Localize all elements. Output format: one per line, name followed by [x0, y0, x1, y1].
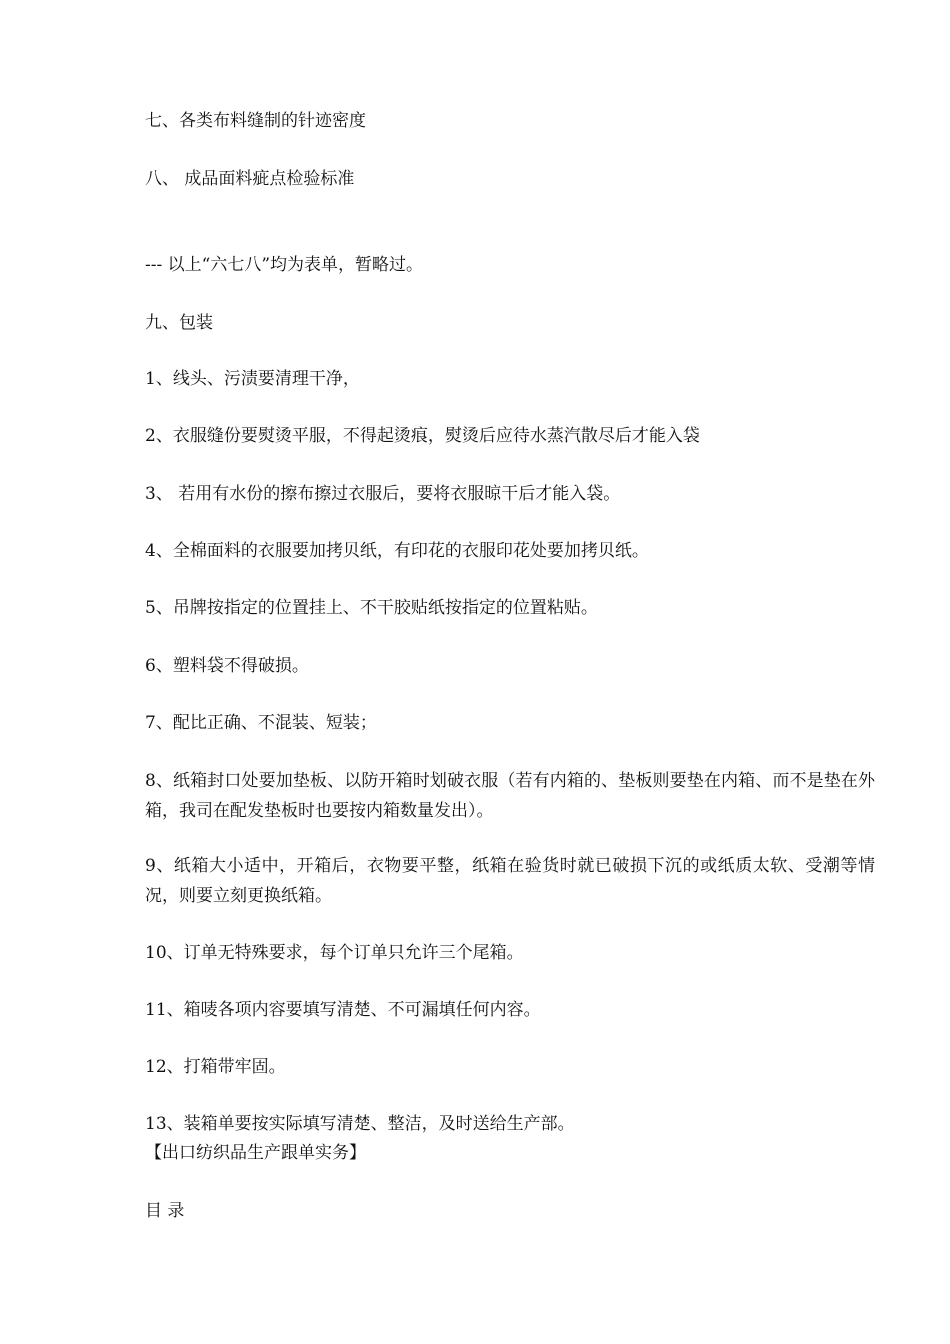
list-item: 2、衣服缝份要熨烫平服，不得起烫痕，熨烫后应待水蒸汽散尽后才能入袋	[145, 426, 700, 446]
list-item: 6、塑料袋不得破损。	[145, 656, 309, 676]
list-item: 5、吊牌按指定的位置挂上、不干胶贴纸按指定的位置粘贴。	[145, 598, 598, 618]
heading-seven: 七、各类布料缝制的针迹密度	[145, 111, 366, 131]
note-text: --- 以上“六七八”均为表单，暂略过。	[145, 255, 424, 275]
list-item: 10、订单无特殊要求，每个订单只允许三个尾箱。	[145, 943, 524, 963]
list-item: 9、纸箱大小适中，开箱后，衣物要平整，纸箱在验货时就已破损下沉的或纸质太软、受潮等情况，则要立刻更换纸箱。	[145, 856, 875, 906]
toc-heading: 目 录	[145, 1201, 185, 1221]
list-item: 12、打箱带牢固。	[145, 1057, 286, 1077]
list-item: 13、装箱单要按实际填写清楚、整洁，及时送给生产部。	[145, 1114, 575, 1134]
list-item: 3、 若用有水份的擦布擦过衣服后，要将衣服晾干后才能入袋。	[145, 484, 621, 504]
list-item: 8、纸箱封口处要加垫板、以防开箱时划破衣服（若有内箱的、垫板则要垫在内箱、而不是垫在外箱，我司在配发垫板时也要按内箱数量发出）。	[145, 771, 875, 821]
list-item: 1、线头、污渍要清理干净，	[145, 369, 360, 389]
book-title: 【出口纺织品生产跟单实务】	[145, 1143, 366, 1163]
list-item: 7、配比正确、不混装、短装；	[145, 713, 377, 733]
list-item: 4、全棉面料的衣服要加拷贝纸，有印花的衣服印花处要加拷贝纸。	[145, 541, 649, 561]
section-nine-title: 九、包装	[145, 313, 213, 333]
list-item: 11、箱唛各项内容要填写清楚、不可漏填任何内容。	[145, 1000, 541, 1020]
heading-eight: 八、 成品面料疵点检验标准	[145, 169, 355, 189]
